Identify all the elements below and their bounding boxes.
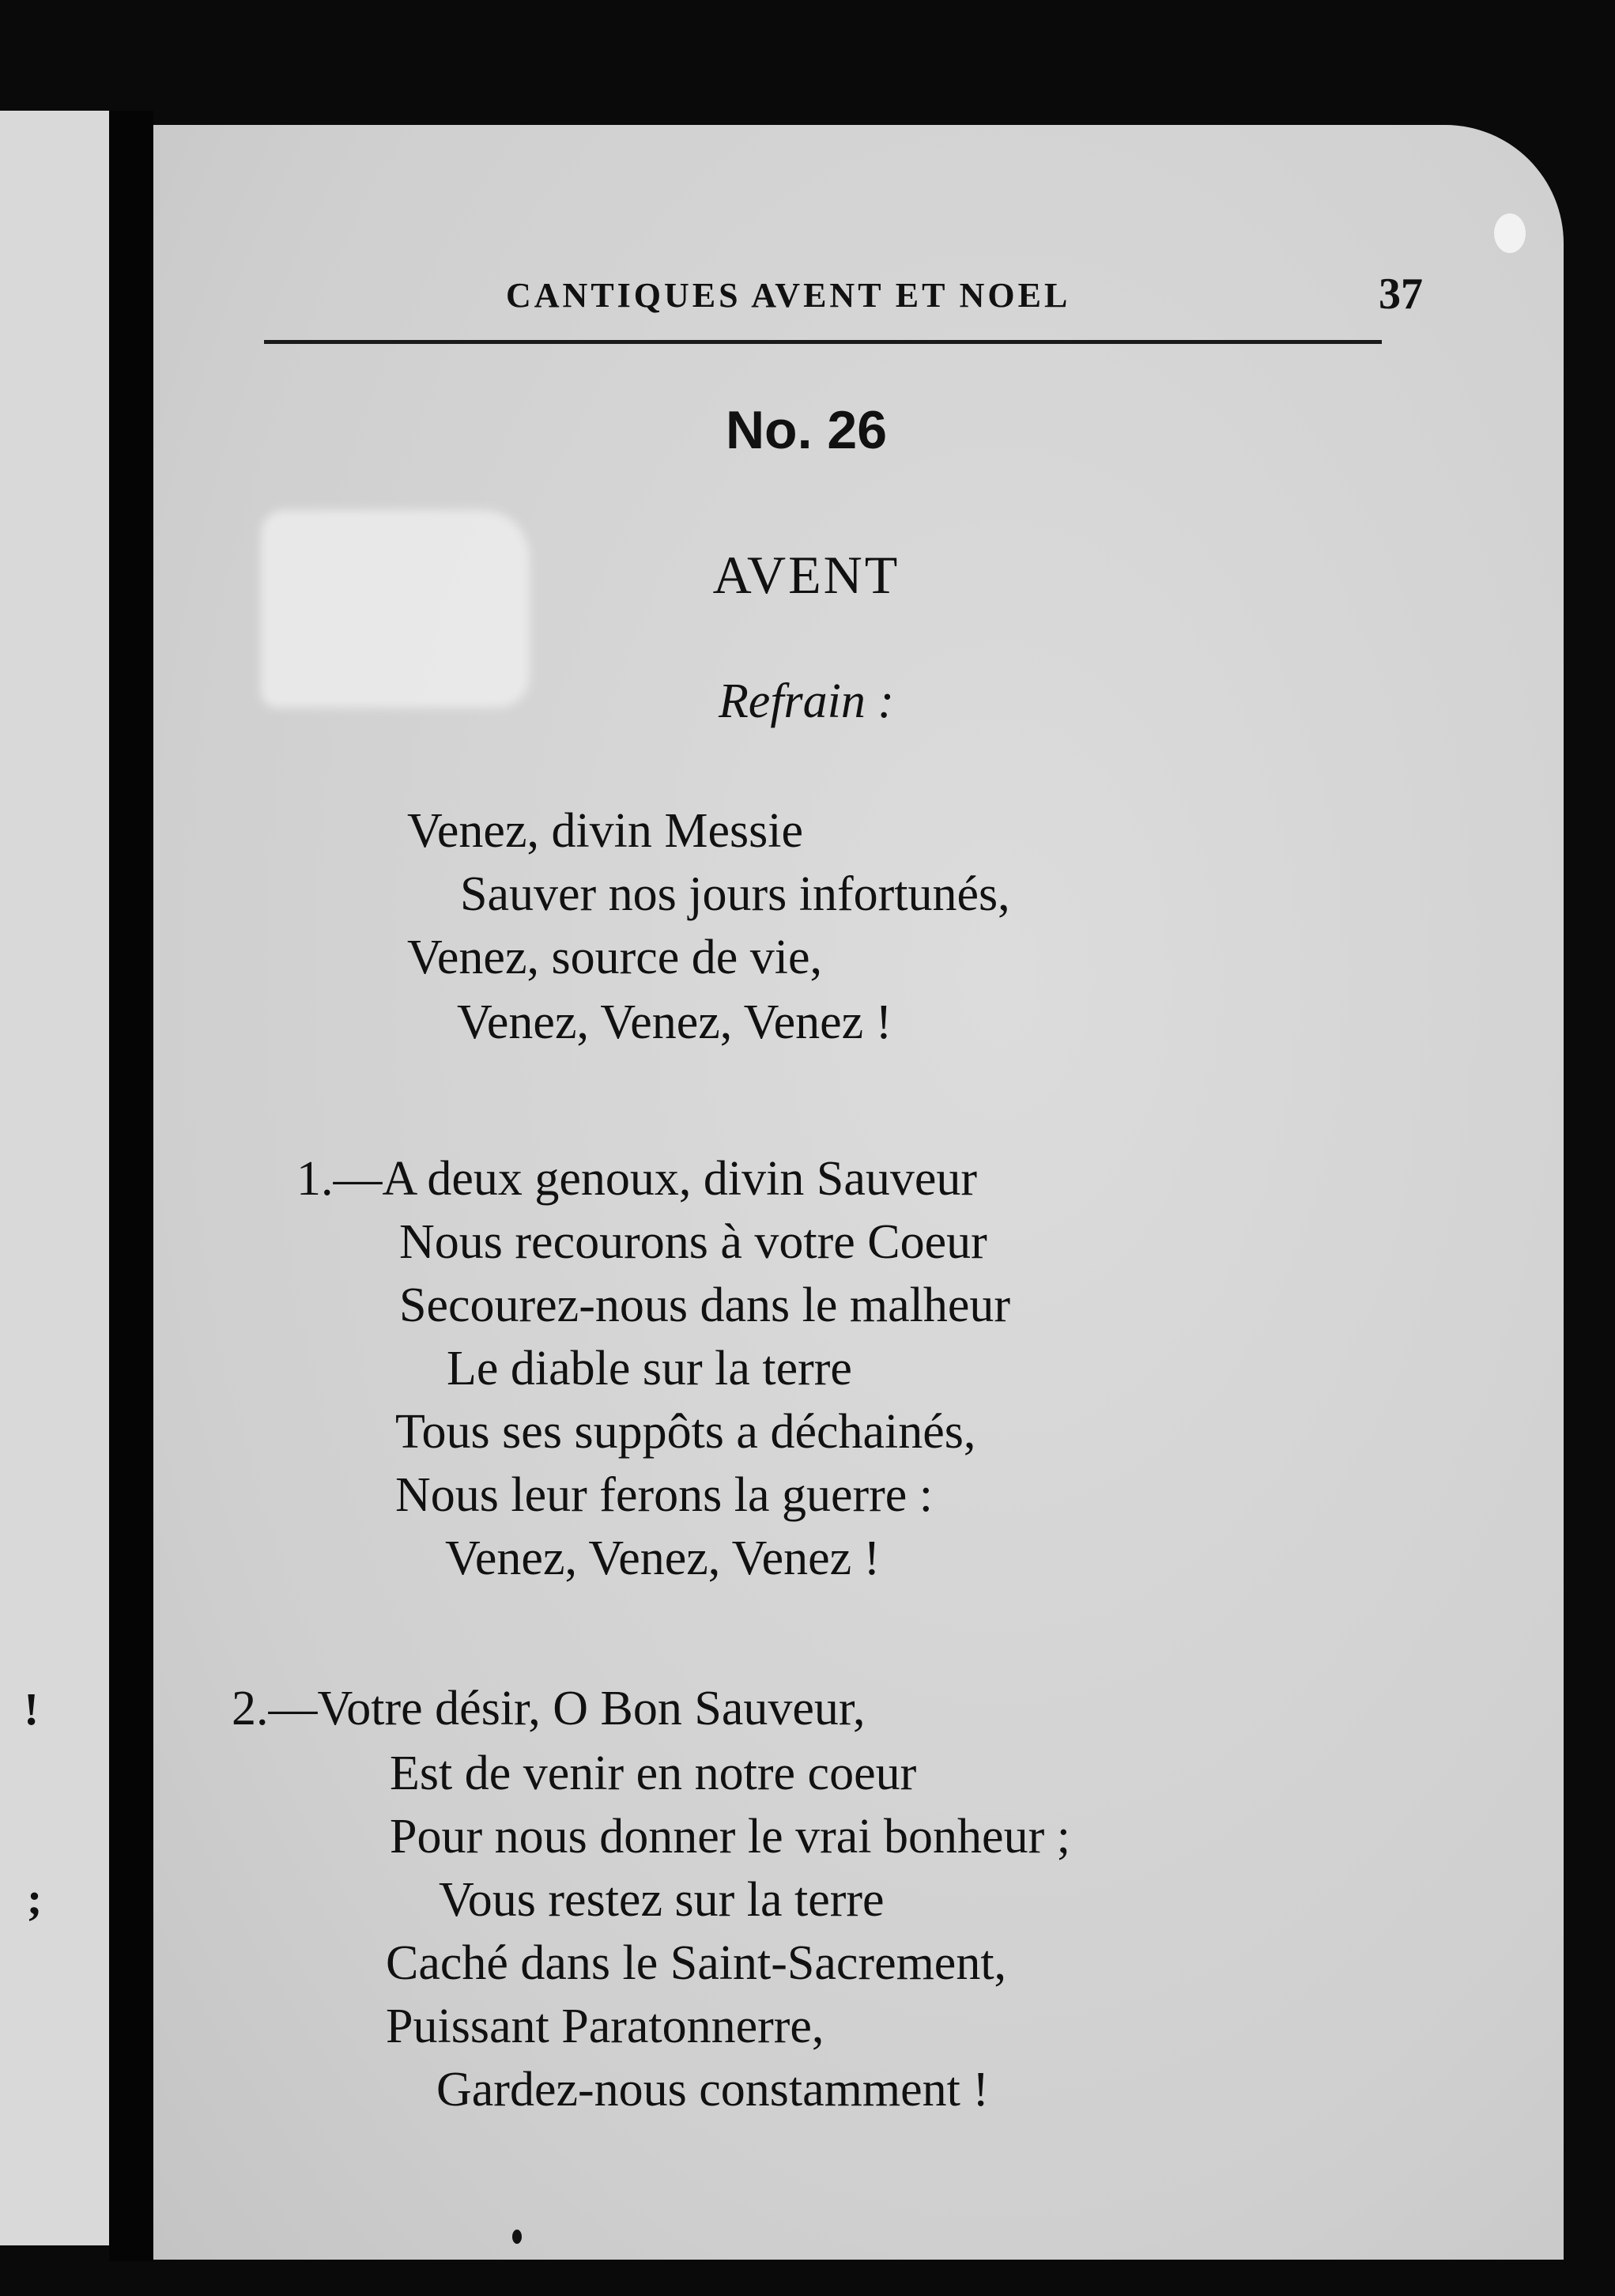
verse1-line: Tous ses suppôts a déchainés, — [395, 1405, 976, 1459]
ink-speck — [512, 2230, 522, 2244]
left-page-edge — [0, 111, 109, 2245]
verse2-line: Gardez-nous constamment ! — [436, 2063, 989, 2117]
refrain-line: Venez, divin Messie — [407, 804, 804, 858]
hymn-title: AVENT — [712, 545, 900, 605]
verse2-line: Pour nous donner le vrai bonheur ; — [390, 1810, 1070, 1864]
hymn-number: No. 26 — [725, 400, 888, 460]
verse1-line: 1.—A deux genoux, divin Sauveur — [296, 1152, 978, 1206]
verse2-line: 2.—Votre désir, O Bon Sauveur, — [232, 1682, 866, 1735]
header-rule — [264, 340, 1382, 344]
refrain-line: Venez, Venez, Venez ! — [457, 995, 892, 1049]
verse1-line: Nous leur ferons la guerre : — [395, 1468, 934, 1522]
page-hole — [1494, 213, 1526, 253]
verse1-line: Nous recourons à votre Coeur — [399, 1215, 987, 1269]
book-spine — [109, 111, 153, 2261]
verse1-line: Le diable sur la terre — [447, 1342, 852, 1395]
page-number: 37 — [1379, 270, 1423, 319]
refrain-label: Refrain : — [718, 674, 895, 728]
refrain-line: Venez, source de vie, — [407, 931, 823, 984]
verse2-line: Est de venir en notre coeur — [390, 1747, 917, 1800]
verse2-line: Vous restez sur la terre — [439, 1873, 885, 1927]
paper-stain — [261, 510, 530, 708]
left-page-mark-semicolon: ; — [27, 1873, 43, 1924]
verse1-line: Secourez-nous dans le malheur — [399, 1278, 1011, 1332]
verse1-line: Venez, Venez, Venez ! — [445, 1531, 881, 1585]
verse2-line: Caché dans le Saint-Sacrement, — [386, 1936, 1007, 1990]
verse2-line: Puissant Paratonnerre, — [386, 2000, 824, 2053]
left-page-mark-exclamation: ! — [24, 1683, 40, 1735]
refrain-line: Sauver nos jours infortunés, — [460, 867, 1010, 921]
running-title: CANTIQUES AVENT ET NOEL — [506, 276, 1071, 315]
